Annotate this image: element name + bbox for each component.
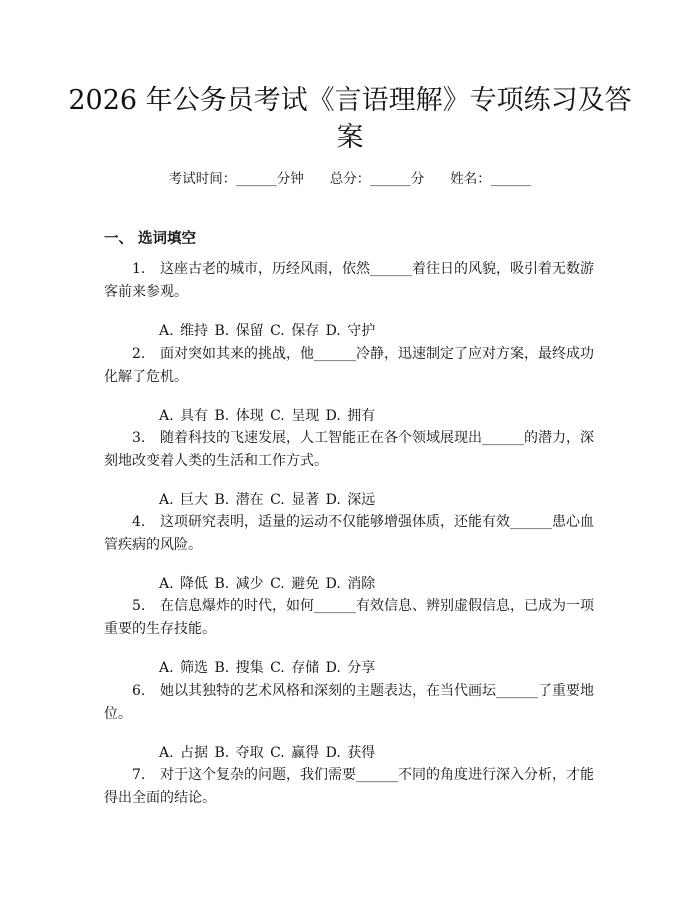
question-3 bbox=[104, 427, 600, 512]
question-6 bbox=[104, 680, 600, 765]
question-stem bbox=[104, 595, 600, 641]
name-field: 姓名：______ bbox=[450, 171, 532, 187]
question-number: 4. bbox=[132, 514, 146, 530]
exam-time-field: 考试时间：______分钟 bbox=[168, 171, 304, 187]
question-options: A. 巨大 B. 潜在 C. 显著 D. 深远 bbox=[159, 492, 376, 508]
question-options: A. 筛选 B. 搜集 C. 存储 D. 分享 bbox=[159, 660, 376, 676]
question-number: 6. bbox=[132, 683, 146, 699]
question-stem bbox=[104, 511, 600, 557]
question-options: A. 维持 B. 保留 C. 保存 D. 守护 bbox=[159, 323, 376, 339]
question-number: 1. bbox=[132, 261, 146, 277]
question-stem bbox=[104, 764, 600, 810]
section-number: 一、 bbox=[104, 230, 133, 247]
question-number: 7. bbox=[132, 767, 146, 783]
question-stem bbox=[104, 427, 600, 473]
question-stem bbox=[104, 258, 600, 304]
section-title: 选词填空 bbox=[138, 230, 196, 247]
document-title: 2026 年公务员考试《言语理解》专项练习及答案 bbox=[68, 85, 632, 153]
question-5 bbox=[104, 595, 600, 680]
question-text: 在信息爆炸的时代，如何______有效信息、辨别虚假信息，已成为一项重要的生存技能。 bbox=[104, 598, 594, 637]
question-text: 她以其独特的艺术风格和深刻的主题表达，在当代画坛______了重要地位。 bbox=[104, 683, 594, 722]
question-number: 5. bbox=[132, 598, 146, 614]
section-heading bbox=[104, 228, 196, 250]
question-2 bbox=[104, 343, 600, 428]
question-options: A. 占据 B. 夺取 C. 赢得 D. 获得 bbox=[159, 745, 376, 761]
question-text: 对于这个复杂的问题，我们需要______不同的角度进行深入分析，才能得出全面的结论。 bbox=[104, 767, 594, 806]
question-stem bbox=[104, 343, 600, 389]
question-options: A. 具有 B. 体现 C. 呈现 D. 拥有 bbox=[159, 408, 376, 424]
question-number: 3. bbox=[132, 430, 146, 446]
question-text: 随着科技的飞速发展，人工智能正在各个领域展现出______的潜力，深刻地改变着人类的生活和工作方式。 bbox=[104, 430, 594, 469]
question-1 bbox=[104, 258, 600, 343]
exam-info bbox=[0, 169, 700, 189]
question-text: 这座古老的城市，历经风雨，依然______着往日的风貌，吸引着无数游客前来参观。 bbox=[104, 261, 594, 300]
total-score-field: 总分：______分 bbox=[329, 171, 425, 187]
question-stem bbox=[104, 680, 600, 726]
question-7 bbox=[104, 764, 600, 810]
question-options: A. 降低 B. 减少 C. 避免 D. 消除 bbox=[159, 576, 376, 592]
question-text: 面对突如其来的挑战，他______冷静，迅速制定了应对方案，最终成功化解了危机。 bbox=[104, 346, 594, 385]
question-4 bbox=[104, 511, 600, 596]
question-number: 2. bbox=[132, 346, 146, 362]
question-text: 这项研究表明，适量的运动不仅能够增强体质，还能有效______患心血管疾病的风险。 bbox=[104, 514, 594, 553]
